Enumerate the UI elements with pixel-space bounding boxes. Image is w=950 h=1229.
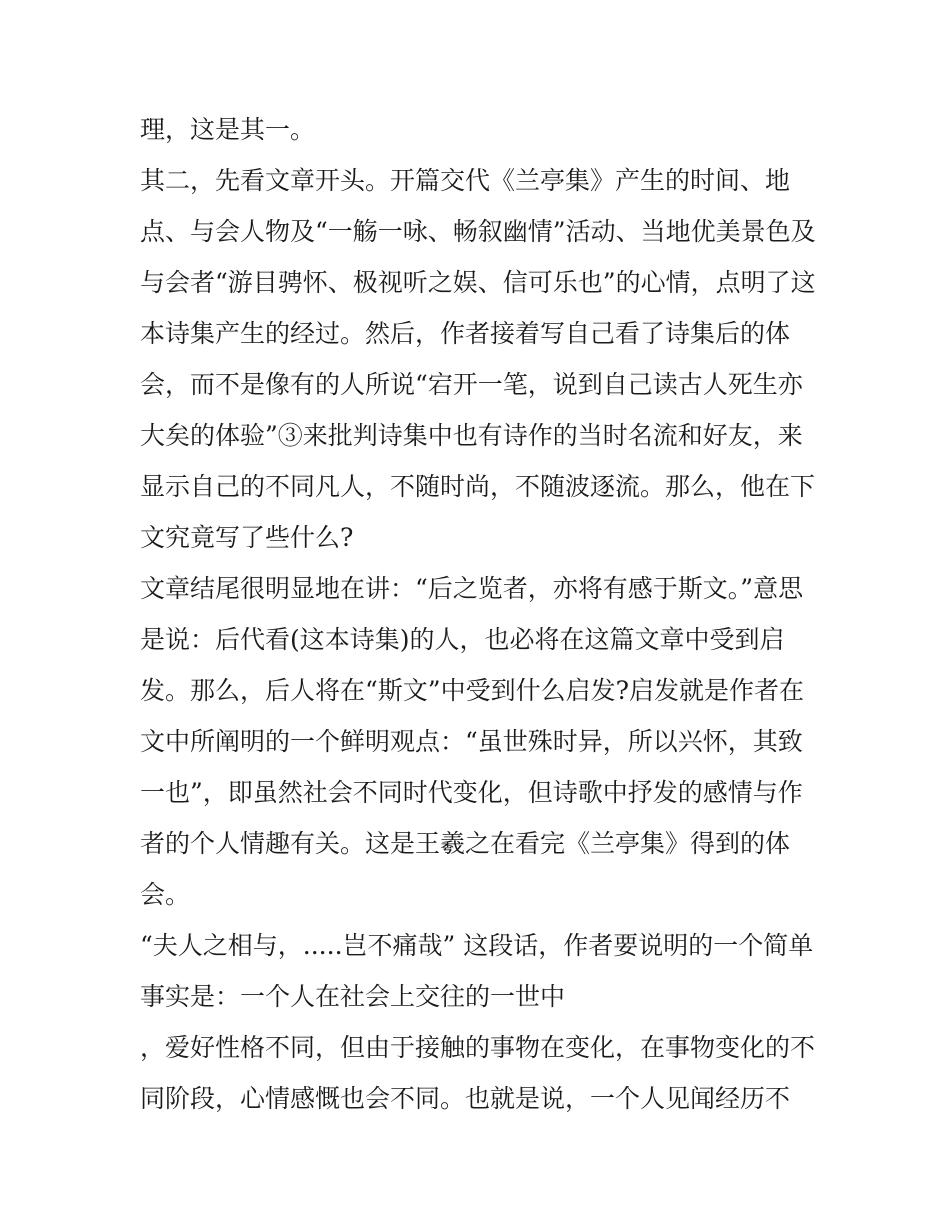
text-line: 大矣的体验”③来批判诗集中也有诗作的当时名流和好友，来 (140, 421, 803, 450)
text-line: 一也”，即虽然社会不同时代变化，但诗歌中抒发的感情与作 (140, 778, 803, 807)
text-line: 是说：后代看(这本诗集)的人，也必将在这篇文章中受到启 (140, 625, 785, 654)
text-line: 与会者“游目骋怀、极视听之娱、信可乐也”的心情，点明了这 (140, 268, 816, 297)
text-line: 文章结尾很明显地在讲：“后之览者，亦将有感于斯文。”意思 (140, 574, 804, 603)
text-line: ，爱好性格不同，但由于接触的事物在变化，在事物变化的不 (140, 1033, 816, 1062)
body-text (140, 104, 830, 1124)
text-line: 本诗集产生的经过。然后，作者接着写自己看了诗集后的体 (140, 319, 791, 348)
text-line: 显示自己的不同凡人，不随时尚，不随波逐流。那么，他在下 (140, 472, 816, 501)
text-line: 会。 (140, 880, 191, 909)
text-line: 会，而不是像有的人所说“宕开一笔，说到自己读古人死生亦 (140, 370, 803, 399)
text-line: 同阶段，心情感慨也会不同。也就是说，一个人见闻经历不 (140, 1084, 791, 1113)
text-line: 文中所阐明的一个鲜明观点：“虽世殊时异，所以兴怀，其致 (140, 727, 803, 756)
text-line: 文究竟写了些什么? (140, 523, 354, 552)
text-line: 其二，先看文章开头。开篇交代《兰亭集》产生的时间、地 (140, 166, 791, 195)
text-line: 发。那么，后人将在“斯文”中受到什么启发?启发就是作者在 (140, 676, 804, 705)
text-line: 者的个人情趣有关。这是王羲之在看完《兰亭集》得到的体 (140, 829, 791, 858)
text-line: 点、与会人物及“一觞一咏、畅叙幽情”活动、当地优美景色及 (140, 217, 816, 246)
text-line: “夫人之相与，.....岂不痛哉” 这段话，作者要说明的一个简单 (140, 931, 814, 960)
text-line: 理，这是其一。 (140, 115, 316, 144)
text-line: 事实是：一个人在社会上交往的一世中 (140, 982, 566, 1011)
